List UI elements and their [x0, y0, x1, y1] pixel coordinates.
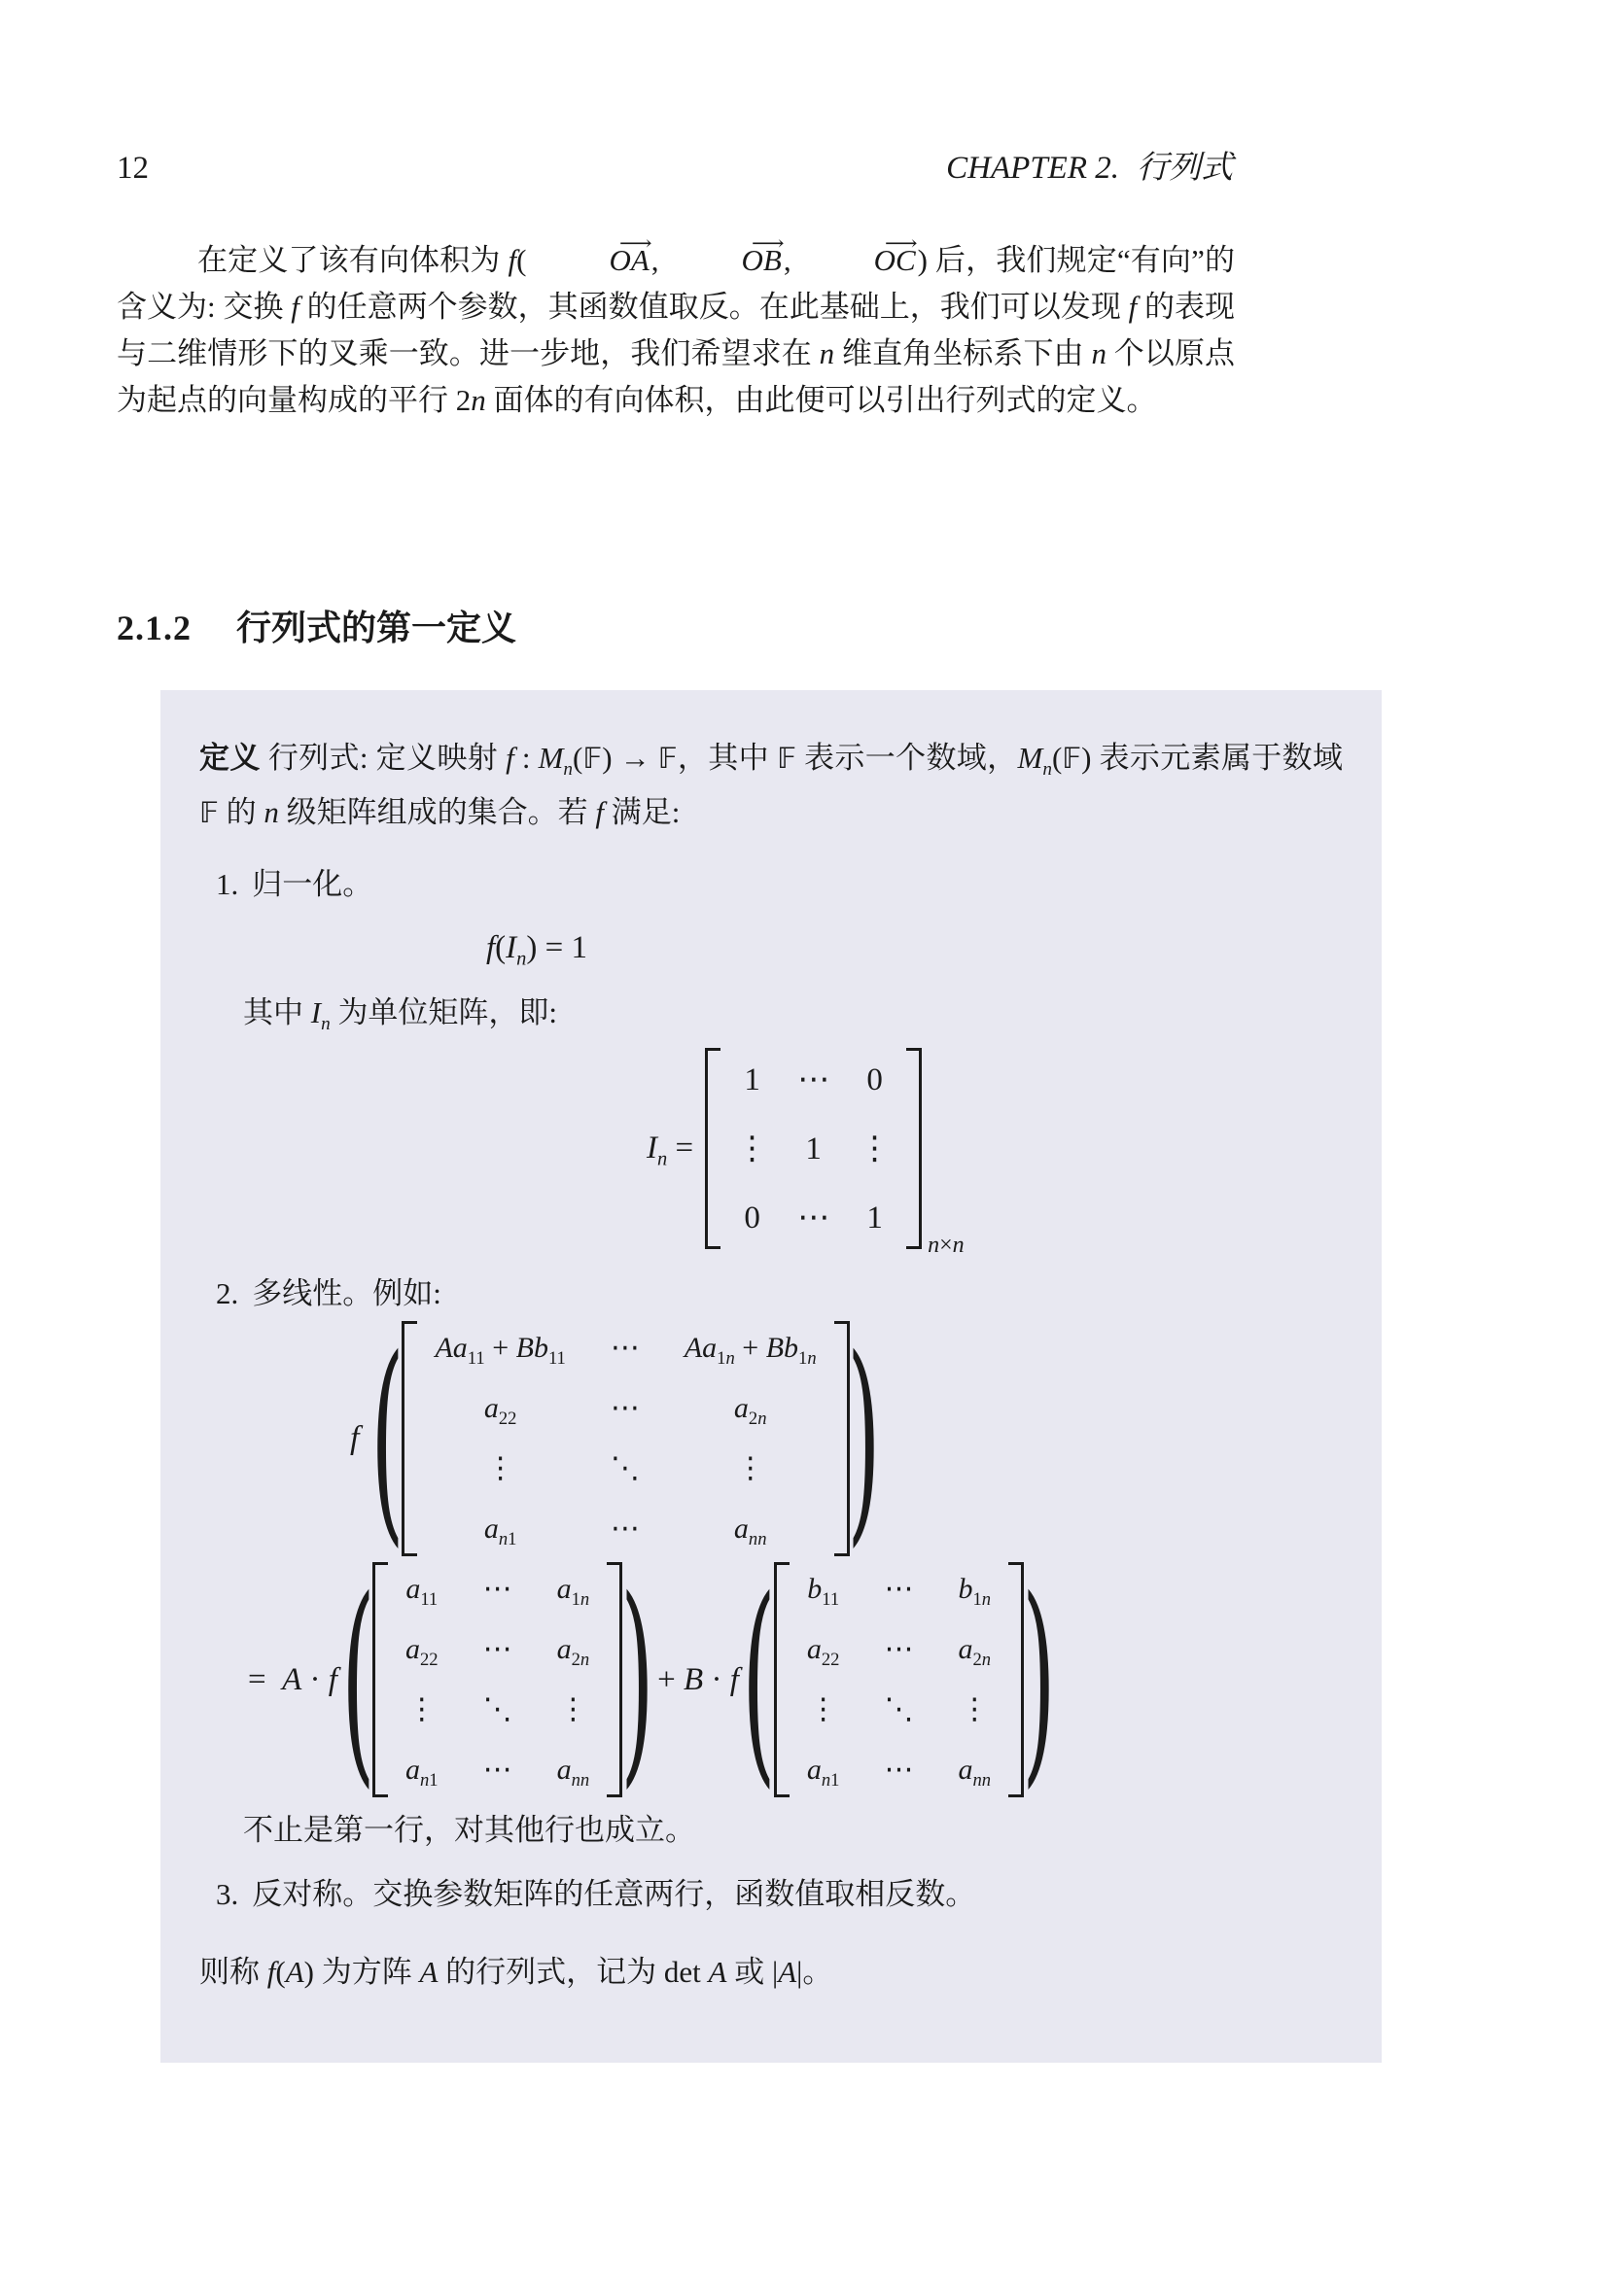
matrix-cell: ⋯: [797, 1060, 830, 1097]
matrix-a-group: [340, 1551, 654, 1808]
page-number: 12: [117, 151, 149, 186]
definition-intro: 定义 行列式: 定义映射 f : $M_n(𝔽)$ → 𝔽，其中 𝔽 表示一个数域，$M_n(𝔽)$ 表示元素属于数域 𝔽 的 n 级矩阵组成的集合。若 f 满足:: [199, 741, 1344, 829]
identity-note-line: 其中 $I_n$ 为单位矩阵，即:: [243, 995, 558, 1035]
matrix-cell: 0: [744, 1200, 760, 1235]
matrix-cell: 1: [744, 1061, 760, 1097]
matrix-cell: $a_{1n}$: [556, 1573, 590, 1610]
item-number: 3.: [216, 1877, 239, 1911]
item-number: 1.: [216, 867, 239, 901]
matrix-cell: $Aa_{11} + Bb_{11}$: [435, 1332, 566, 1369]
matrix-cell: ⋱: [884, 1692, 914, 1726]
matrix-cell: $b_{1n}$: [958, 1573, 992, 1610]
right-paren: ): [1021, 1551, 1056, 1808]
matrix-cell: $a_{n1}$: [806, 1754, 840, 1791]
identity-matrix: [705, 1048, 922, 1249]
left-bracket: [774, 1562, 790, 1797]
left-paren: (: [370, 1310, 404, 1567]
right-bracket: [906, 1048, 922, 1249]
item-text: 反对称。交换参数矩阵的任意两行，函数值取相反数。: [252, 1877, 976, 1911]
list-item-multilinearity: [199, 1274, 1343, 1313]
matrix-cell: ⋮: [406, 1692, 437, 1726]
multilinearity-note: 不止是第一行，对其他行也成立。: [243, 1813, 695, 1847]
matrix-cell: ⋮: [808, 1692, 838, 1726]
intro-paragraph: 在定义了该有向体积为 f( ⟶ OA, ⟶ OB, ⟶ OC) 后，我们规定“有向”的含义为: 交换 f 的任意两个参数，其函数值取反。在此基础上，我们可以发现 f 的表现与二维情形下的叉乘一致。进一步地，我们希望求在 n 维直角坐标系下由 n 个以原点为起点的向量构成的平行 2n 面体的有向体积，由此便可以引出行列式的定义。: [117, 237, 1235, 424]
mixed-matrix: [402, 1321, 849, 1556]
item-text: 多线性。例如:: [252, 1276, 441, 1310]
matrix-cell: $a_{2n}$: [556, 1633, 590, 1670]
function-symbol: f: [350, 1420, 360, 1456]
matrix-cell: ⋯: [610, 1512, 640, 1546]
chapter-header: [946, 142, 1233, 188]
matrix-cell: $a_{n1}$: [483, 1513, 517, 1549]
matrix-cell: ⋮: [859, 1129, 892, 1166]
matrix-cell: $a_{nn}$: [556, 1754, 590, 1791]
matrix-cell: $Aa_{1n} + Bb_{1n}$: [684, 1332, 817, 1369]
matrix-cell: ⋯: [797, 1198, 830, 1235]
identity-lhs: $I_n$ =: [647, 1131, 694, 1170]
matrix-cell: 0: [866, 1061, 883, 1097]
matrix-cell: $a_{22}$: [404, 1633, 439, 1670]
matrix-cell: ⋮: [736, 1129, 769, 1166]
section-heading: [117, 601, 516, 650]
matrix-cell: $a_{nn}$: [958, 1754, 992, 1791]
definition-box: [160, 690, 1382, 2063]
equation-normalization: $f(I_n) = 1$: [486, 930, 587, 970]
list-item-normalization: [199, 865, 1343, 904]
right-paren: ): [847, 1310, 881, 1567]
line2-lead: = A · f: [248, 1661, 337, 1697]
matrix-cell: $b_{11}$: [807, 1573, 840, 1610]
chapter-title: 行列式: [1137, 151, 1233, 186]
matrix-cell: ⋯: [482, 1632, 512, 1666]
matrix-cell: ⋯: [610, 1391, 640, 1425]
matrix-cell: ⋱: [482, 1692, 512, 1726]
matrix-cell: $a_{2n}$: [958, 1633, 992, 1670]
equation-identity-matrix: [647, 1048, 965, 1258]
left-bracket: [402, 1321, 417, 1556]
conclusion-line: 则称 f(A) 为方阵 A 的行列式，记为 det A 或 |A|。: [199, 1955, 833, 1989]
item-number: 2.: [216, 1276, 239, 1310]
matrix-cell: $a_{n1}$: [404, 1754, 439, 1791]
equation-multilinear-line2: [248, 1551, 1059, 1808]
matrix-cell: 1: [866, 1200, 883, 1235]
matrix-cell: $a_{22}$: [806, 1633, 840, 1670]
left-bracket: [705, 1048, 720, 1249]
matrix-cell: ⋮: [485, 1451, 515, 1485]
matrix-cell: 1: [805, 1131, 822, 1166]
left-paren: (: [742, 1551, 777, 1808]
left-paren: (: [340, 1551, 375, 1808]
matrix-cell: ⋯: [482, 1572, 512, 1606]
page-header: [117, 142, 1233, 188]
list-item-antisymmetry: [199, 1875, 1343, 1914]
line2-mid: + B · f: [657, 1661, 739, 1697]
matrix-size-subscript: n×n: [928, 1233, 965, 1258]
matrix-cell: ⋯: [610, 1331, 640, 1365]
matrix-cell: ⋯: [884, 1572, 914, 1606]
matrix-cell: $a_{22}$: [483, 1392, 517, 1429]
right-paren: ): [619, 1551, 654, 1808]
section-title: 行列式的第一定义: [236, 609, 517, 647]
item-text: 归一化。: [252, 867, 373, 901]
equation-multilinear-line1: [350, 1310, 885, 1567]
matrix-cell: ⋮: [735, 1451, 765, 1485]
matrix-a: [372, 1562, 622, 1797]
matrix-cell: $a_{2n}$: [733, 1392, 767, 1429]
matrix-cell: ⋮: [960, 1692, 990, 1726]
mixed-matrix-group: [370, 1310, 881, 1567]
matrix-cell: ⋱: [610, 1451, 640, 1485]
matrix-b: [774, 1562, 1024, 1797]
chapter-label: CHAPTER 2.: [946, 151, 1119, 186]
matrix-cell: $a_{11}$: [405, 1573, 439, 1610]
matrix-cell: ⋯: [884, 1632, 914, 1666]
matrix-b-group: [742, 1551, 1056, 1808]
matrix-cell: ⋯: [884, 1753, 914, 1787]
matrix-cell: ⋮: [558, 1692, 588, 1726]
matrix-cell: $a_{nn}$: [733, 1513, 767, 1549]
matrix-cell: ⋯: [482, 1753, 512, 1787]
section-number: 2.1.2: [117, 609, 192, 647]
